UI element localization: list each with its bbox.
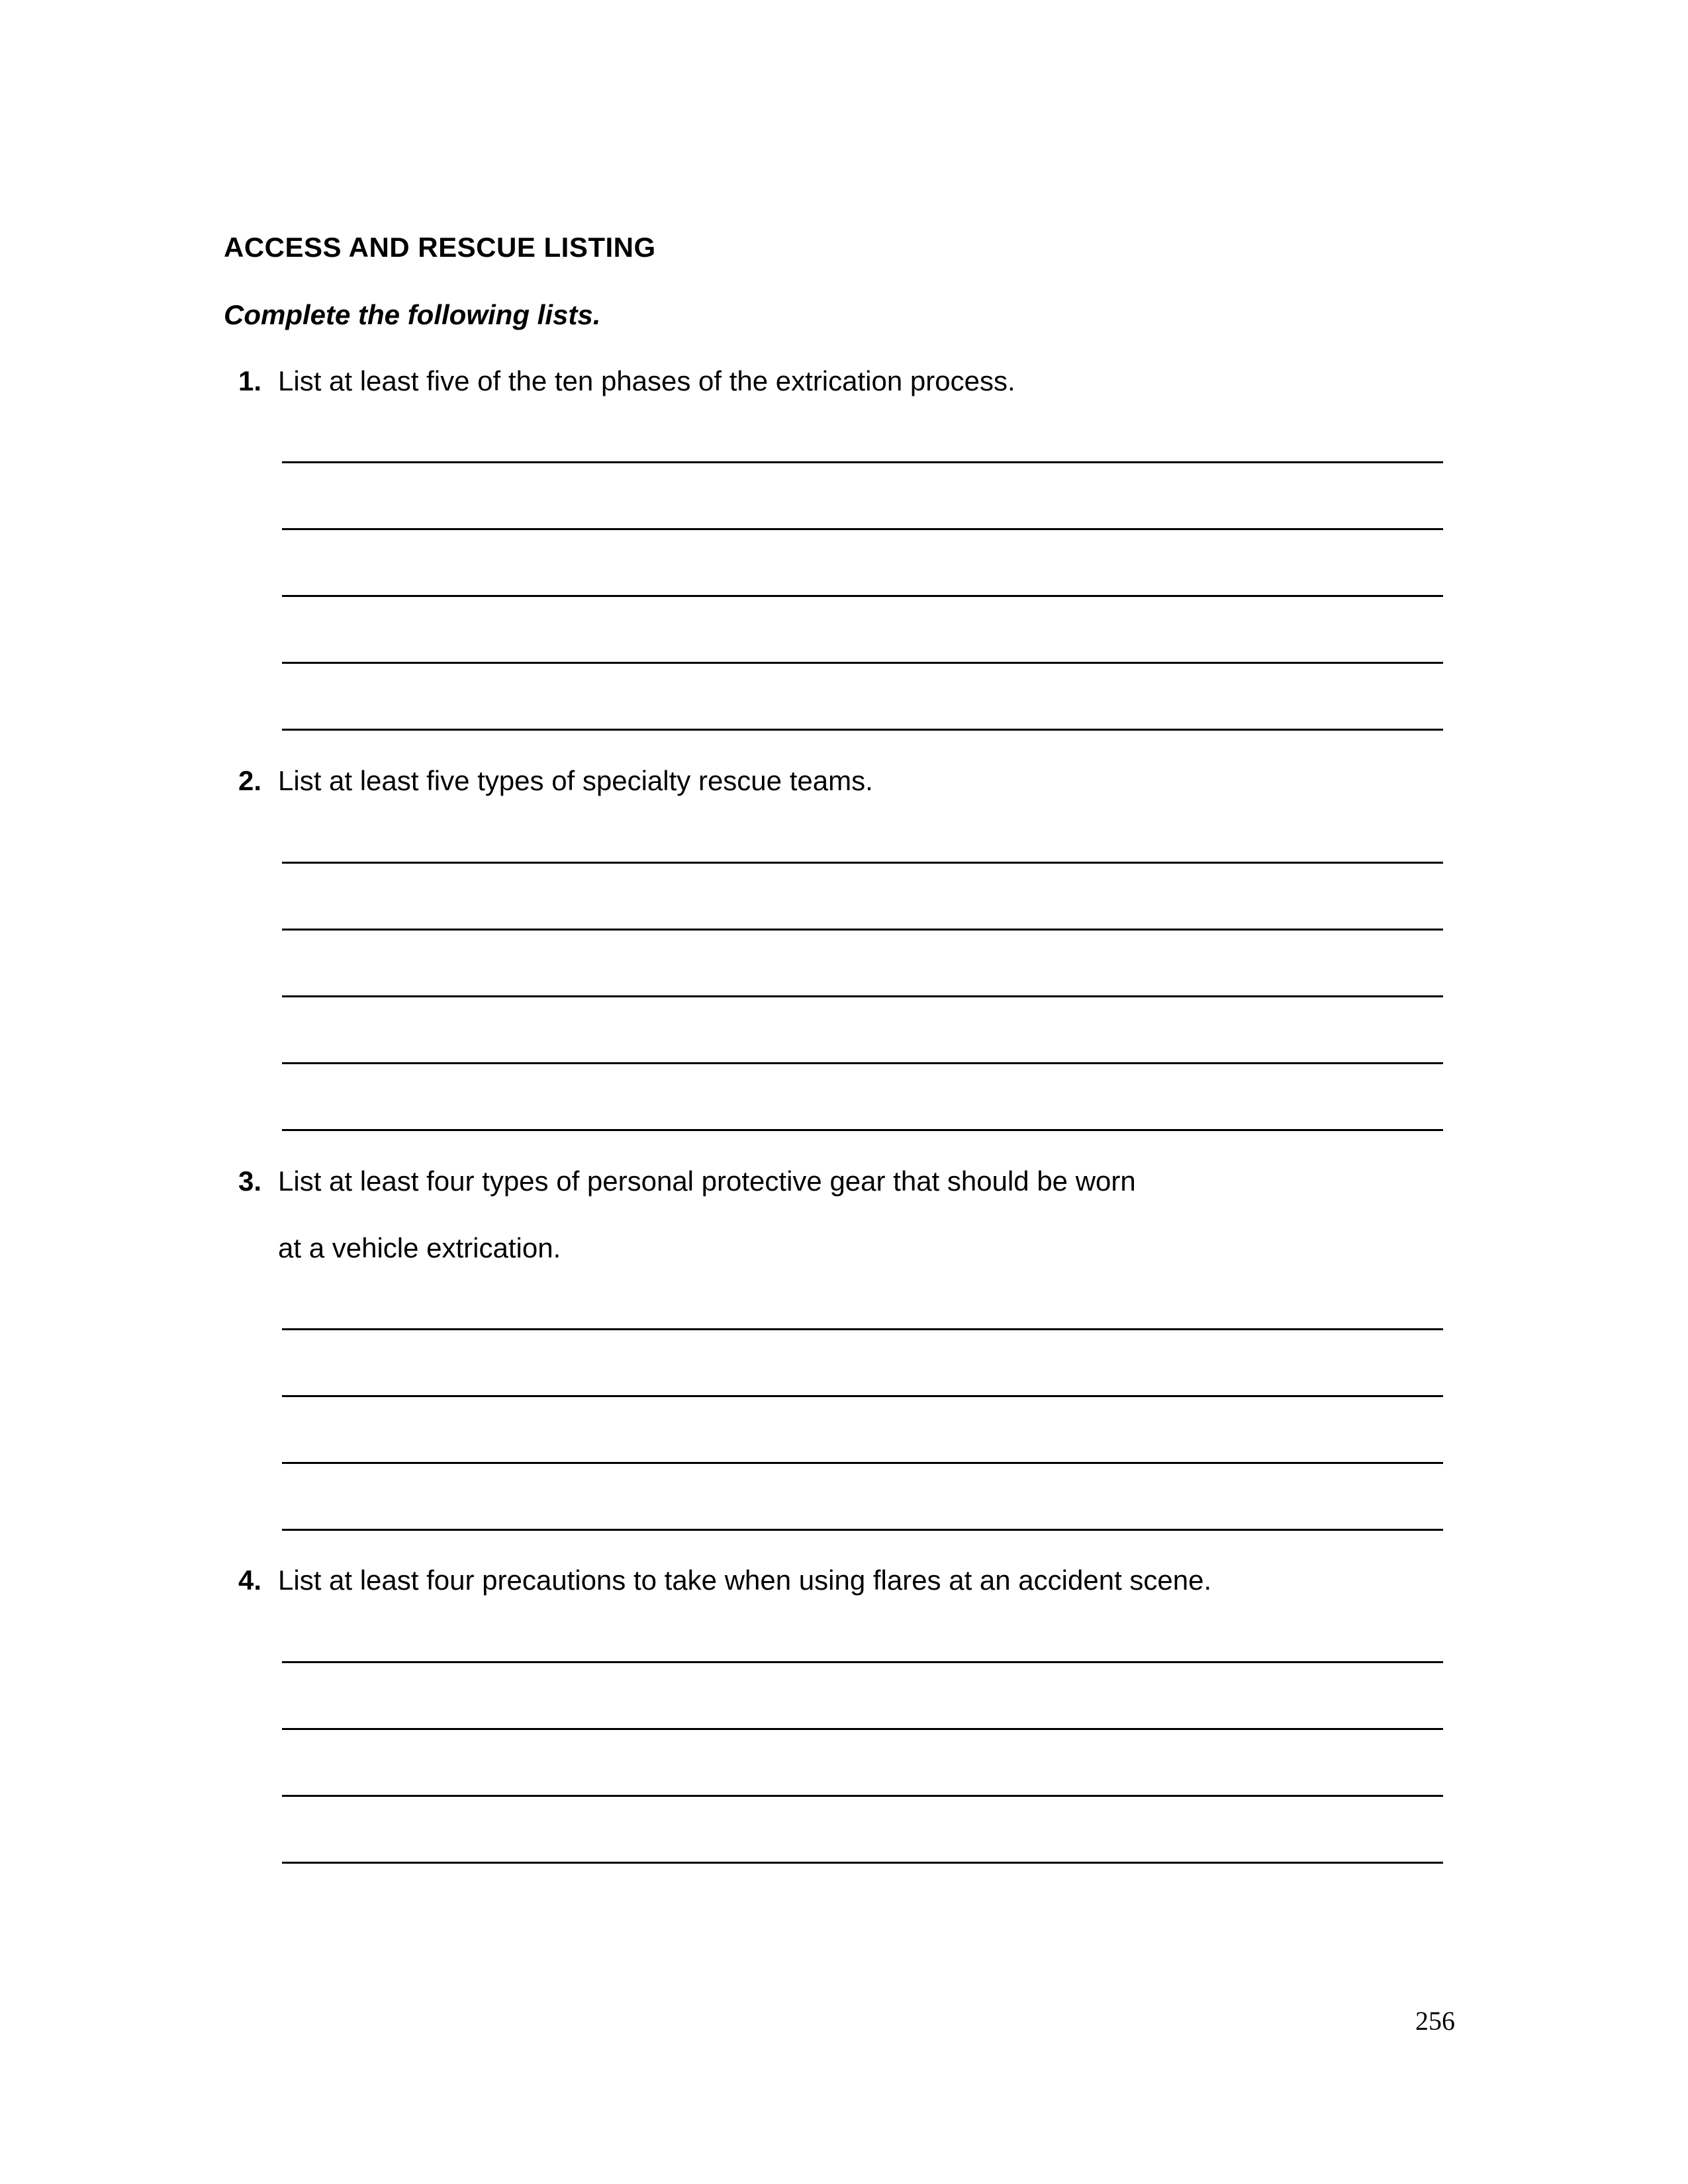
answer-line[interactable] [282,729,1443,731]
answer-line[interactable] [282,995,1443,997]
question-number: 1. [238,365,262,396]
question-text: List at least five types of specialty rescue teams. [278,765,873,796]
answer-line[interactable] [282,1462,1443,1464]
answer-line[interactable] [282,1328,1443,1330]
answer-line[interactable] [282,662,1443,664]
question-number: 4. [238,1565,262,1596]
question-text: List at least four precautions to take when using flares at an accident scene. [278,1565,1212,1596]
answer-line[interactable] [282,1862,1443,1864]
answer-line[interactable] [282,1728,1443,1730]
answer-line[interactable] [282,1129,1443,1131]
answer-line[interactable] [282,528,1443,530]
page-title: ACCESS AND RESCUE LISTING [224,232,656,263]
question-number: 3. [238,1165,262,1197]
question-text: List at least four types of personal protective gear that should be worn [278,1165,1136,1197]
answer-line[interactable] [282,1529,1443,1531]
question-text: List at least five of the ten phases of the extrication process. [278,365,1015,396]
question-number: 2. [238,765,262,796]
answer-line[interactable] [282,862,1443,864]
answer-line[interactable] [282,929,1443,931]
question-text-continued: at a vehicle extrication. [278,1232,561,1263]
answer-line[interactable] [282,1795,1443,1797]
answer-line[interactable] [282,461,1443,463]
page-number: 256 [1415,2006,1455,2036]
instructions: Complete the following lists. [224,299,601,330]
answer-line[interactable] [282,595,1443,597]
answer-line[interactable] [282,1062,1443,1064]
answer-line[interactable] [282,1661,1443,1663]
answer-line[interactable] [282,1395,1443,1397]
